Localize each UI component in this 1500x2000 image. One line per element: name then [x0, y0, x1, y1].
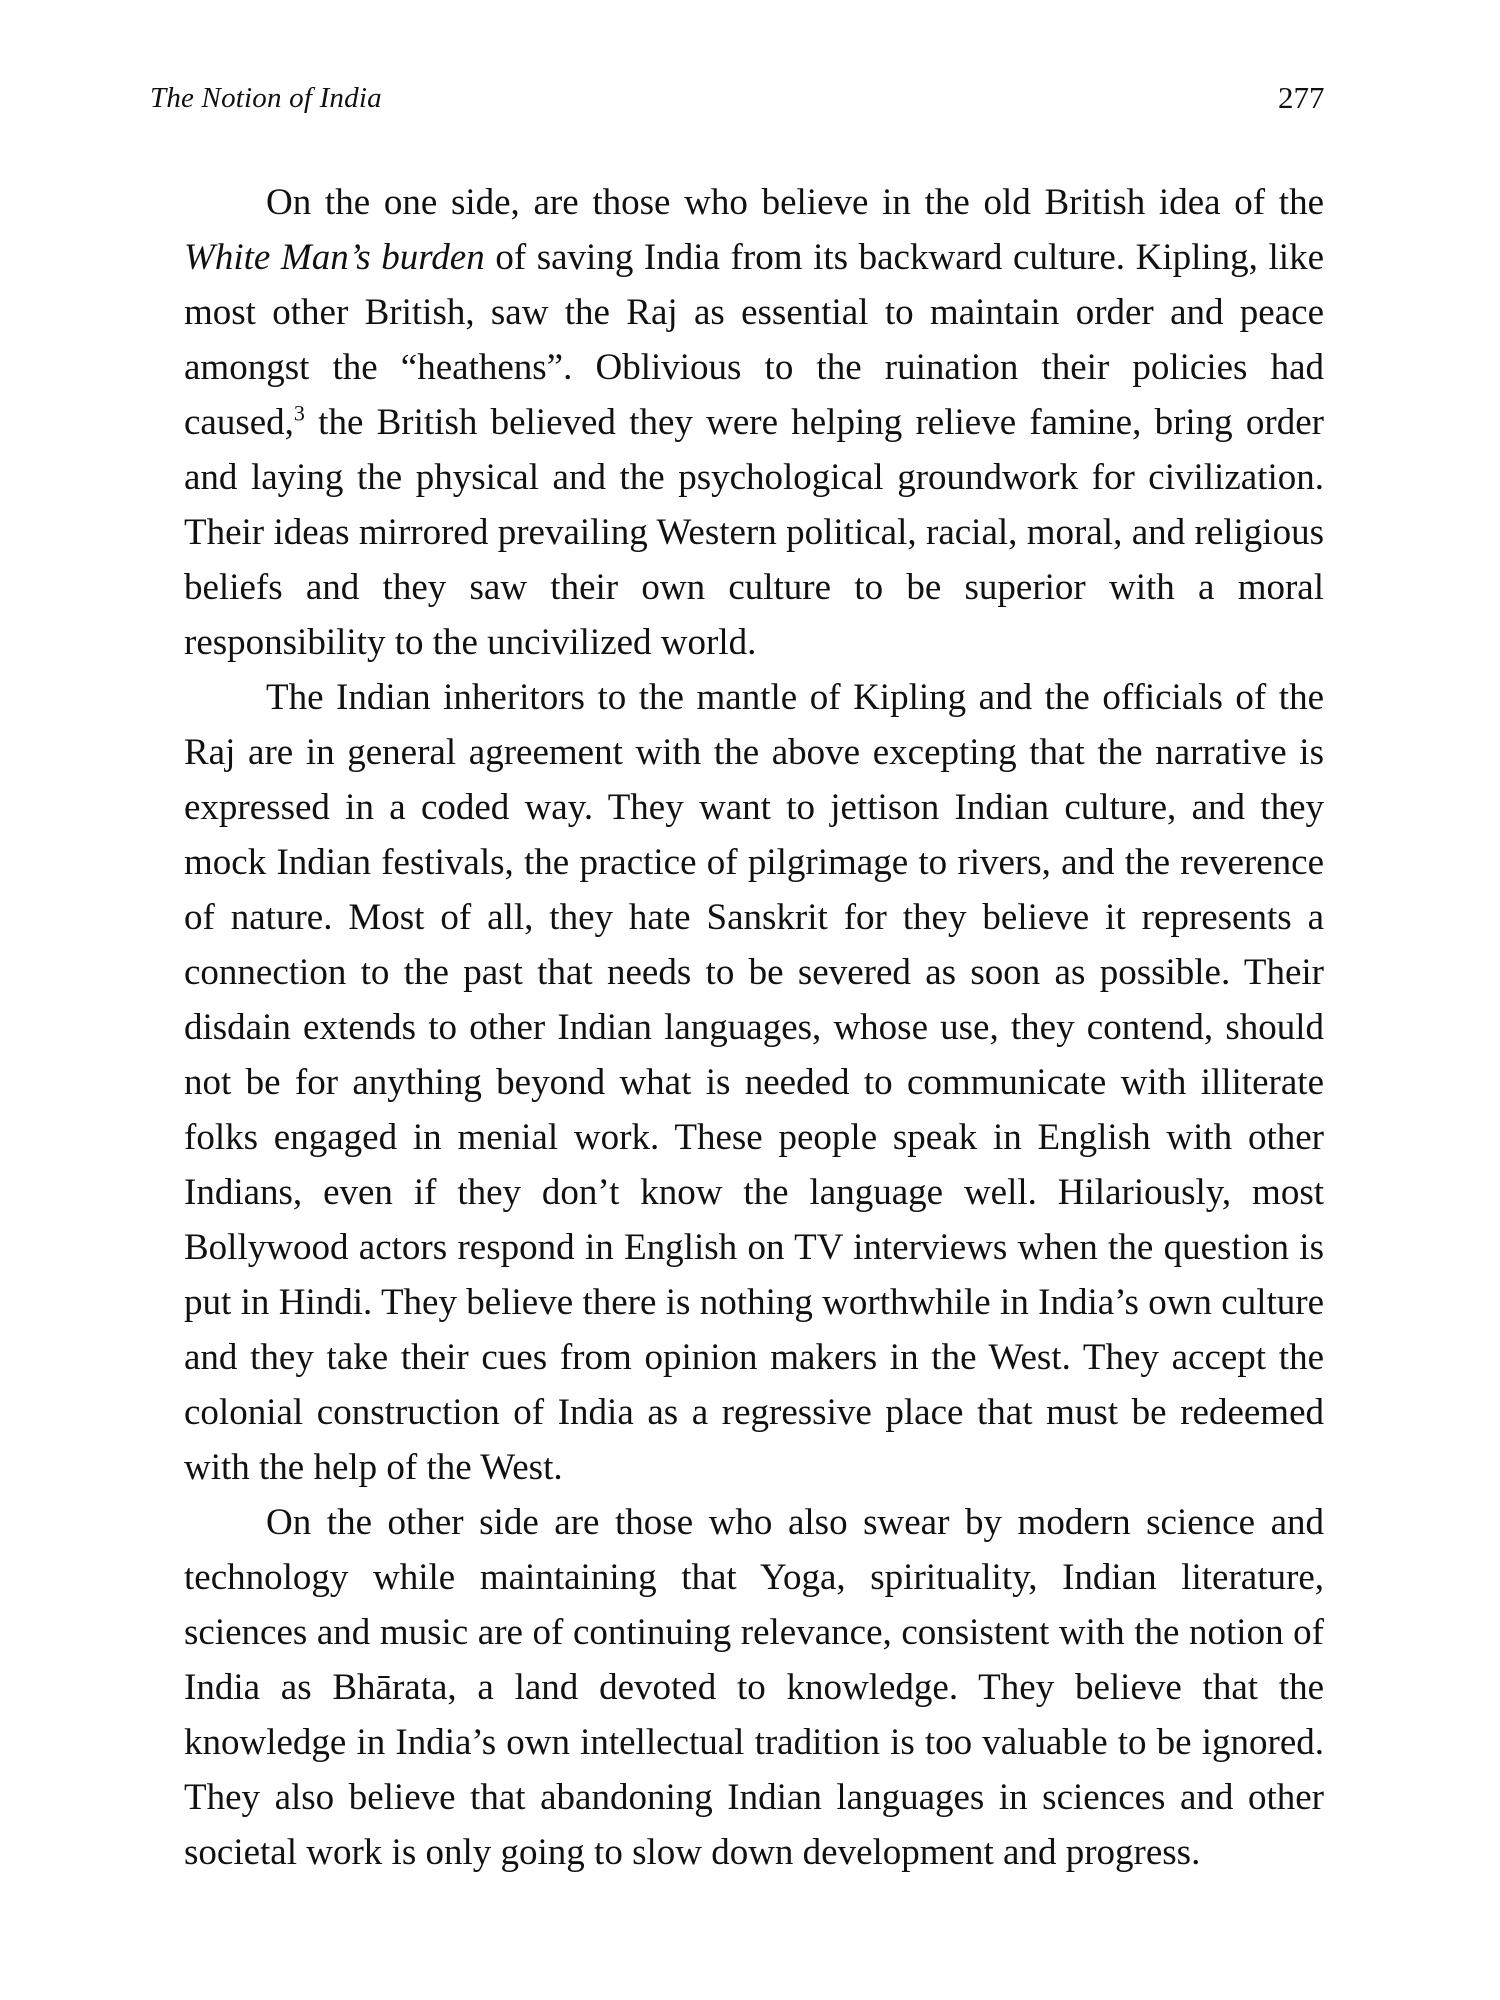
page-number: 277 [1278, 80, 1325, 115]
running-header: The Notion of India [150, 82, 382, 114]
paragraph-1-text-b: of saving India from its backward culture. Kipling, like most other British, saw the Raj as essential to maintain order and peace amongst the “heathens”. Oblivious to the ruination their policies had caused, [184, 237, 1324, 443]
footnote-marker[interactable]: 3 [293, 400, 305, 426]
paragraph-2: The Indian inheritors to the mantle of Kipling and the officials of the Raj are in general agreement with the above excepting that the narrative is expressed in a coded way. They want to jettison Indian culture, and they mock Indian festivals, the practice of pilgrimage to rivers, and the reverence of nature. Most of all, they hate Sanskrit for they believe it represents a connection to the past that needs to be severed as soon as possible. Their disdain extends to other Indian languages, whose use, they contend, should not be for anything beyond what is needed to communicate with illiterate folks engaged in menial work. These people speak in English with other Indians, even if they don’t know the language well. Hilariously, most Bollywood actors respond in English on TV interviews when the question is put in Hindi. They believe there is nothing worthwhile in India’s own culture and they take their cues from opinion makers in the West. They accept the colonial construction of India as a regressive place that must be redeemed with the help of the West. [184, 677, 1324, 1488]
paragraph-1-text-a: On the one side, are those who believe in the old British idea of the [266, 182, 1324, 223]
italic-phrase: White Man’s burden [184, 237, 485, 278]
paragraph-1-text-c: the British believed they were helping relieve famine, bring order and laying the physical and the psychological groundwork for civilization. Their ideas mirrored prevailing Western political, racial, moral, and religious beliefs and they saw their own culture to be superior with a moral responsibility to the uncivilized world. [184, 402, 1324, 663]
paragraph-1 [184, 175, 1324, 670]
body-text [184, 175, 1324, 1880]
paragraph-3: On the other side are those who also swear by modern science and technology while maintaining that Yoga, spirituality, Indian literature, sciences and music are of continuing relevance, consistent with the notion of India as Bhārata, a land devoted to knowledge. They believe that the knowledge in India’s own intellectual tradition is too valuable to be ignored. They also believe that abandoning Indian languages in sciences and other societal work is only going to slow down development and progress. [184, 1502, 1324, 1873]
